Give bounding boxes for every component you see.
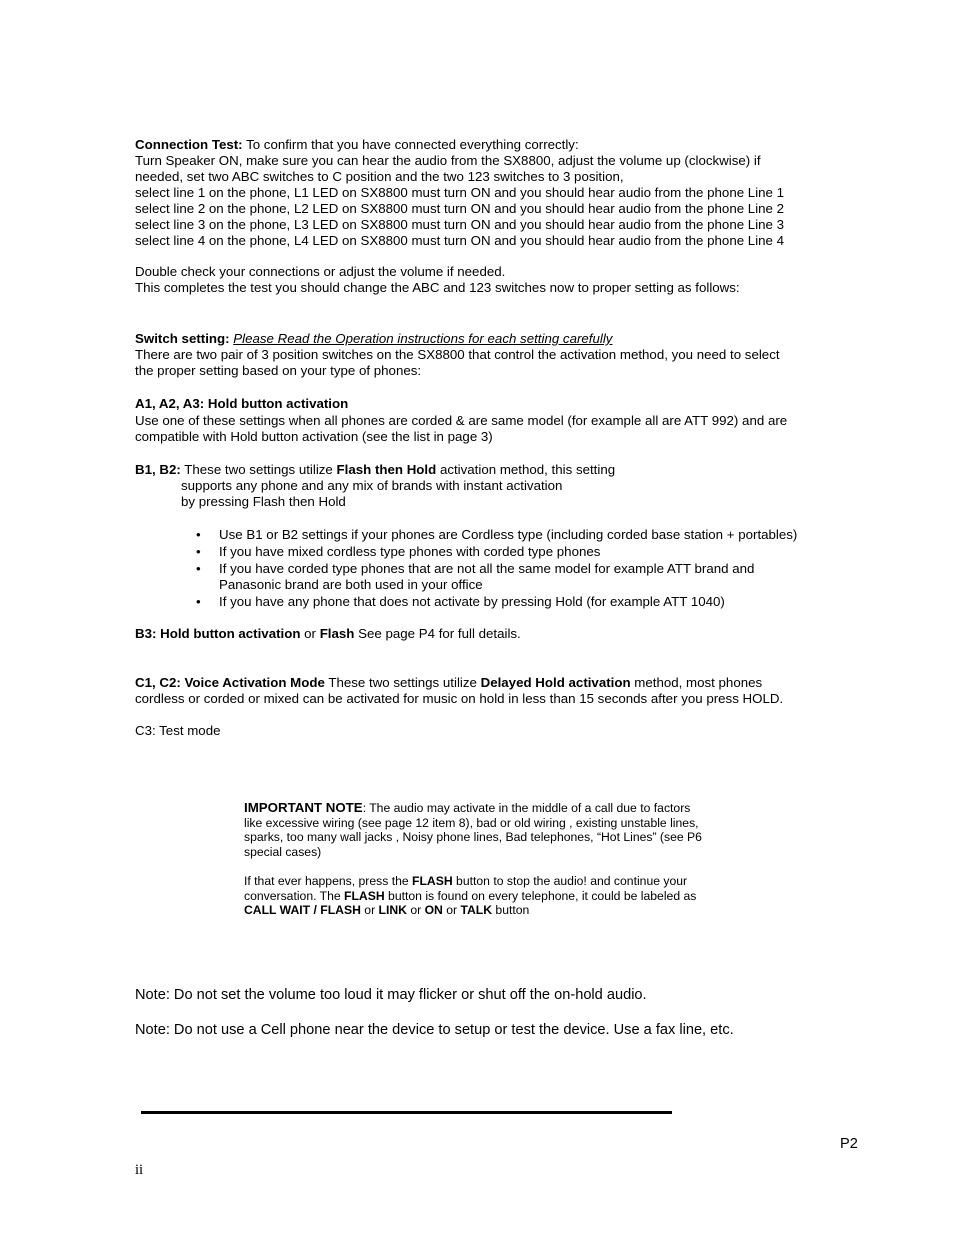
list-item: Use B1 or B2 settings if your phones are Cordless type (including corded base station + portables) (219, 527, 798, 542)
important-note-text: like excessive wiring (see page 12 item 8), bad or old wiring , existing unstable lines, (244, 816, 699, 830)
c3-text: C3: Test mode (135, 723, 221, 738)
connection-text: Turn Speaker ON, make sure you can hear the audio from the SX8800, adjust the volume up (clockwise) if (135, 153, 761, 168)
b-setting-line (135, 462, 615, 478)
important-note-line (244, 800, 690, 816)
horizontal-rule (141, 1111, 672, 1114)
c-setting-text: These two settings utilize (324, 675, 481, 690)
completes-text: This completes the test you should change the ABC and 123 switches now to proper setting as follows: (135, 280, 740, 295)
list-item: If you have any phone that does not activate by pressing Hold (for example ATT 1040) (219, 594, 725, 609)
or-text: or (442, 903, 461, 917)
b-setting-text: by pressing Flash then Hold (181, 494, 346, 509)
note-cell-phone: Note: Do not use a Cell phone near the device to setup or test the device. Use a fax line, etc. (135, 1022, 734, 1038)
list-item: If you have corded type phones that are not all the same model for example ATT brand and (219, 561, 755, 576)
c-setting-method: Delayed Hold activation (480, 675, 631, 690)
important-note-text: sparks, too many wall jacks , Noisy phone lines, Bad telephones, “Hot Lines” (see P6 (244, 830, 702, 844)
b-setting-text: activation method, this setting (436, 462, 616, 477)
a-setting-text: compatible with Hold button activation (see the list in page 3) (135, 429, 493, 444)
bullet-icon: • (196, 594, 201, 609)
b3-text: See page P4 for full details. (354, 626, 521, 641)
connection-test-heading: Connection Test: (135, 137, 243, 152)
b-setting-heading: B1, B2: (135, 462, 181, 477)
switch-text: There are two pair of 3 position switches on the SX8800 that control the activation method, you need to select (135, 347, 780, 362)
connection-text: needed, set two ABC switches to C position and the two 123 switches to 3 position, (135, 169, 624, 184)
link-label: LINK (378, 903, 407, 917)
c-setting-text: cordless or corded or mixed can be activated for music on hold in less than 15 seconds after you press HOLD. (135, 691, 784, 706)
flash-instruction-text: button to stop the audio! and continue your (452, 874, 688, 888)
on-label: ON (424, 903, 443, 917)
roman-page-number: ii (135, 1162, 144, 1178)
connection-step: select line 4 on the phone, L4 LED on SX8800 must turn ON and you should hear audio from the phone Line 4 (135, 233, 785, 248)
or-text: or (360, 903, 379, 917)
button-text: button (492, 903, 530, 917)
flash-instruction-text: conversation. The (244, 889, 345, 903)
flash-instruction-line (244, 874, 687, 889)
flash-keyword: FLASH (344, 889, 385, 903)
call-wait-label: CALL WAIT / FLASH (244, 903, 361, 917)
a-setting-heading: A1, A2, A3: Hold button activation (135, 396, 349, 411)
connection-step: select line 1 on the phone, L1 LED on SX8800 must turn ON and you should hear audio from the phone Line 1 (135, 185, 785, 200)
list-item: If you have mixed cordless type phones with corded type phones (219, 544, 601, 559)
page-number: P2 (840, 1136, 858, 1152)
switch-setting-heading: Switch setting: (135, 331, 230, 346)
important-note-heading: IMPORTANT NOTE (244, 800, 363, 815)
flash-keyword: FLASH (412, 874, 453, 888)
bullet-icon: • (196, 561, 201, 576)
b3-text: or (300, 626, 320, 641)
connection-test-intro: To confirm that you have connected everything correctly: (242, 137, 579, 152)
flash-instruction-line (244, 889, 696, 904)
double-check-text: Double check your connections or adjust the volume if needed. (135, 264, 506, 279)
button-labels-line (244, 903, 529, 918)
important-note-text: : The audio may activate in the middle of a call due to factors (362, 801, 691, 815)
connection-test-line (135, 137, 579, 153)
switch-setting-instruction: Please Read the Operation instructions for each setting carefully (233, 331, 613, 346)
c-setting-text: method, most phones (630, 675, 763, 690)
b-setting-text: These two settings utilize (180, 462, 337, 477)
b3-line (135, 626, 521, 642)
b3-flash: Flash (319, 626, 355, 641)
switch-setting-line (135, 331, 612, 347)
connection-step: select line 3 on the phone, L3 LED on SX8800 must turn ON and you should hear audio from the phone Line 3 (135, 217, 785, 232)
connection-step: select line 2 on the phone, L2 LED on SX8800 must turn ON and you should hear audio from the phone Line 2 (135, 201, 785, 216)
bullet-icon: • (196, 544, 201, 559)
c-setting-line (135, 675, 762, 691)
flash-instruction-text: If that ever happens, press the (244, 874, 413, 888)
switch-text: the proper setting based on your type of phones: (135, 363, 422, 378)
or-text: or (406, 903, 425, 917)
talk-label: TALK (460, 903, 493, 917)
b-setting-text: supports any phone and any mix of brands with instant activation (181, 478, 563, 493)
flash-instruction-text: button is found on every telephone, it could be labeled as (384, 889, 697, 903)
list-item-continuation: Panasonic brand are both used in your office (219, 577, 483, 592)
c-setting-heading: C1, C2: Voice Activation Mode (135, 675, 325, 690)
b-setting-method: Flash then Hold (336, 462, 437, 477)
note-volume: Note: Do not set the volume too loud it may flicker or shut off the on-hold audio. (135, 987, 647, 1003)
important-note-text: special cases) (244, 845, 322, 859)
b3-heading: B3: Hold button activation (135, 626, 301, 641)
bullet-icon: • (196, 527, 201, 542)
a-setting-text: Use one of these settings when all phones are corded & are same model (for example all are ATT 992) and are (135, 413, 788, 428)
